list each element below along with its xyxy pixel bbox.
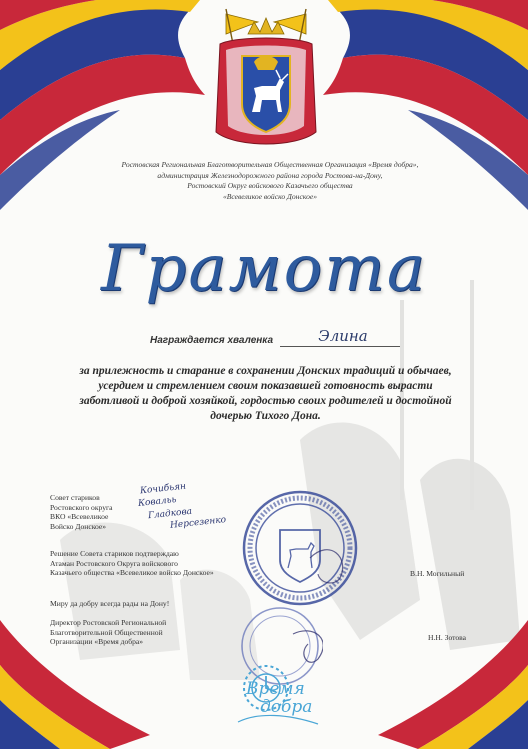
motto: Миру да добру всегда рады на Дону! [50,599,170,608]
header-line: «Всевеликое войско Донское» [222,191,318,201]
decision-line: Казачьего общества «Всевеликое войско Донское» [50,568,214,577]
award-label: Награждается хваленка [150,335,274,346]
header-line: Ростовский Округ войскового Казачьего общества [187,181,353,190]
reason-line: усердием и стремлением своим показавшей готовность вырасти [98,380,433,392]
decision-line: Решение Совета стариков подтверждаю [50,549,179,558]
council-line: ВКО «Всевеликое [50,512,109,521]
award-reason [28,364,503,424]
round-seal-stamp [240,488,360,608]
council-line: Войско Донское» [50,521,107,531]
logo-word: Время [246,679,305,699]
decision-block [50,549,214,578]
council-block [50,493,113,531]
director-line: Организации «Время добра» [50,637,144,646]
ataman-signer: В.Н. Могильный [410,569,465,578]
council-line: Совет стариков [50,493,100,502]
council-signature: Ковальь [137,495,177,509]
reason-line: за прилежность и старание в сохранении Донских традиций и обычаев, [79,365,452,377]
header-line: Ростовская Региональная Благотворительная Общественная Организация «Время добра», [121,160,419,169]
director-block [50,618,166,647]
header-organizations [60,160,480,202]
awardee-name: Элина [318,327,368,345]
coat-of-arms-emblem [196,4,336,152]
director-signer: Н.Н. Зотова [428,633,467,642]
header-line: администрация Железнодорожного района города Ростова-на-Дону, [157,170,383,180]
logo-wordmark [246,680,312,716]
name-underline [280,346,400,347]
logo-word: добра [260,697,313,717]
council-signature: Гладкова [147,506,193,522]
certificate-title: Грамота [101,232,427,306]
council-signature: Кочибьян [139,481,187,497]
award-line [150,327,410,346]
director-line: Благотворительной Общественной [50,627,163,637]
council-line: Ростовского округа [50,502,113,512]
reason-line: заботливой и доброй хозяйкой, гордостью своих родителей и достойной [79,395,452,407]
council-signature: Нерсезенко [169,515,227,531]
decision-line: Атаман Ростовского Округа войскового [50,558,178,568]
reason-line: дочерью Тихого Дона. [210,410,321,422]
director-line: Директор Ростовской Региональной [50,618,167,627]
